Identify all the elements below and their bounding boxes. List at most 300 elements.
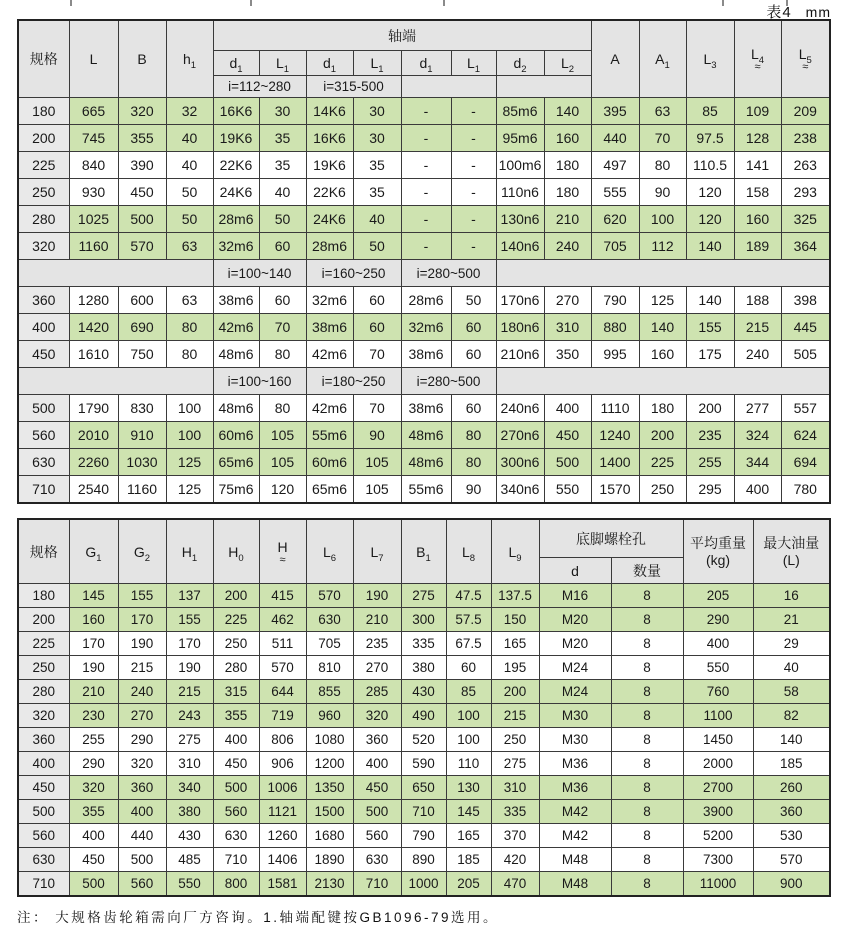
ratio-header-blank-1 <box>401 76 496 98</box>
data-cell: 8 <box>611 872 683 897</box>
data-cell: 55m6 <box>306 422 353 449</box>
data-cell: 170 <box>69 632 118 656</box>
data-cell: - <box>401 152 451 179</box>
data-cell: 400 <box>213 728 259 752</box>
data-cell: M30 <box>539 728 611 752</box>
data-cell: 930 <box>69 179 118 206</box>
data-cell: 63 <box>639 98 686 125</box>
col-header-d1-a: $d_1$ <box>213 51 259 76</box>
col-header-L7: $L_7$ <box>353 519 401 584</box>
col-header-H1: $H_1$ <box>166 519 213 584</box>
data-cell: 50 <box>259 206 306 233</box>
data-cell: 175 <box>686 341 734 368</box>
data-cell: 300 <box>401 608 446 632</box>
ratio-separator-row <box>18 260 830 287</box>
data-cell: 290 <box>69 752 118 776</box>
data-cell: 415 <box>259 584 306 608</box>
data-cell: 1100 <box>683 704 753 728</box>
data-cell: 32m6 <box>213 233 259 260</box>
data-cell: 110 <box>446 752 491 776</box>
col-header-L1-a: $L_1$ <box>259 51 306 76</box>
data-cell: 320 <box>353 704 401 728</box>
col-header-L1-b: $L_1$ <box>353 51 401 76</box>
data-cell: 48m6 <box>213 341 259 368</box>
data-cell: 80 <box>166 341 213 368</box>
data-cell: 390 <box>118 152 166 179</box>
data-cell: 215 <box>166 680 213 704</box>
data-cell: 1110 <box>591 395 639 422</box>
data-cell: 395 <box>591 98 639 125</box>
data-cell: 63 <box>166 233 213 260</box>
data-cell: 490 <box>401 704 446 728</box>
data-cell: 2130 <box>306 872 353 897</box>
data-cell: 8 <box>611 704 683 728</box>
data-cell: - <box>451 233 496 260</box>
footnote: 注： 大规格齿轮箱需向厂方咨询。1.轴端配键按GB1096-79选用。 <box>17 910 500 925</box>
data-cell: 195 <box>491 656 539 680</box>
col-header-A1: $A_1$ <box>639 20 686 98</box>
data-cell: 280 <box>213 656 259 680</box>
data-cell: 324 <box>734 422 781 449</box>
data-cell: 125 <box>166 449 213 476</box>
data-cell: M48 <box>539 848 611 872</box>
data-cell: 1420 <box>69 314 118 341</box>
data-cell: 32m6 <box>401 314 451 341</box>
data-cell: 210 <box>544 206 591 233</box>
col-header-H: H ≈ <box>259 519 306 584</box>
data-cell: 170n6 <box>496 287 544 314</box>
data-cell: 120 <box>686 179 734 206</box>
data-cell: 19K6 <box>306 152 353 179</box>
data-cell: - <box>401 125 451 152</box>
data-cell: 300n6 <box>496 449 544 476</box>
data-cell: 85 <box>446 680 491 704</box>
data-cell: 1500 <box>306 800 353 824</box>
data-cell: 650 <box>401 776 446 800</box>
data-cell: M20 <box>539 608 611 632</box>
col-header-shaft-end: 轴端 <box>213 20 591 51</box>
row-spec-cell: 360 <box>18 287 69 314</box>
data-cell: 65m6 <box>213 449 259 476</box>
data-cell: 165 <box>446 824 491 848</box>
data-cell: 180n6 <box>496 314 544 341</box>
data-cell: 1680 <box>306 824 353 848</box>
row-spec-cell: 500 <box>18 395 69 422</box>
col-header-spec: 规格 <box>18 519 69 584</box>
data-cell: 160 <box>734 206 781 233</box>
data-cell: 285 <box>353 680 401 704</box>
data-cell: 112 <box>639 233 686 260</box>
data-cell: 2700 <box>683 776 753 800</box>
data-cell: 277 <box>734 395 781 422</box>
data-cell: 270 <box>544 287 591 314</box>
row-spec-cell: 180 <box>18 98 69 125</box>
data-cell: 29 <box>753 632 830 656</box>
col-header-L: L <box>69 20 118 98</box>
spec-row-710 <box>18 872 830 897</box>
row-spec-cell: 200 <box>18 608 69 632</box>
data-cell: 1200 <box>306 752 353 776</box>
data-cell: 205 <box>683 584 753 608</box>
spec-row-250 <box>18 179 830 206</box>
table-gap <box>17 504 841 518</box>
data-cell: 710 <box>353 872 401 897</box>
separator-blank <box>18 368 213 395</box>
ratio-label: i=280~500 <box>401 260 496 287</box>
data-cell: 85m6 <box>496 98 544 125</box>
data-cell: 745 <box>69 125 118 152</box>
data-cell: 1025 <box>69 206 118 233</box>
data-cell: 215 <box>118 656 166 680</box>
data-cell: 190 <box>118 632 166 656</box>
data-cell: 38m6 <box>401 341 451 368</box>
data-cell: 8 <box>611 824 683 848</box>
row-spec-cell: 250 <box>18 179 69 206</box>
data-cell: 1350 <box>306 776 353 800</box>
data-cell: 719 <box>259 704 306 728</box>
data-cell: 140 <box>753 728 830 752</box>
data-cell: 235 <box>353 632 401 656</box>
row-spec-cell: 225 <box>18 632 69 656</box>
data-cell: 485 <box>166 848 213 872</box>
data-cell: 100m6 <box>496 152 544 179</box>
data-cell: 65m6 <box>306 476 353 504</box>
data-cell: 1581 <box>259 872 306 897</box>
data-cell: 80 <box>451 422 496 449</box>
spec-row-180 <box>18 584 830 608</box>
data-cell: 38m6 <box>401 395 451 422</box>
data-cell: 150 <box>491 608 539 632</box>
ratio-header-1: i=112~280 <box>213 76 306 98</box>
data-cell: 380 <box>401 656 446 680</box>
data-cell: 557 <box>781 395 830 422</box>
data-cell: 335 <box>401 632 446 656</box>
col-header-L3: $L_3$ <box>686 20 734 98</box>
row-spec-cell: 400 <box>18 314 69 341</box>
data-cell: 560 <box>118 872 166 897</box>
data-cell: 250 <box>213 632 259 656</box>
data-cell: 140 <box>544 98 591 125</box>
spec-row-225 <box>18 632 830 656</box>
spec-row-180 <box>18 98 830 125</box>
data-cell: 22K6 <box>306 179 353 206</box>
data-cell: 790 <box>591 287 639 314</box>
data-cell: 40 <box>166 152 213 179</box>
header-row-1 <box>18 519 830 558</box>
data-cell: - <box>451 125 496 152</box>
data-cell: 270 <box>118 704 166 728</box>
data-cell: - <box>401 98 451 125</box>
spec-row-560 <box>18 824 830 848</box>
data-cell: 60m6 <box>213 422 259 449</box>
data-cell: 240 <box>118 680 166 704</box>
data-cell: 270 <box>353 656 401 680</box>
data-cell: 1080 <box>306 728 353 752</box>
data-cell: 30 <box>353 98 401 125</box>
table-number: 表4 <box>766 4 792 21</box>
data-cell: 320 <box>118 752 166 776</box>
data-cell: 230 <box>69 704 118 728</box>
data-cell: 158 <box>734 179 781 206</box>
data-cell: 200 <box>686 395 734 422</box>
row-spec-cell: 560 <box>18 824 69 848</box>
data-cell: 500 <box>118 848 166 872</box>
col-header-L5: $L_5$ ≈ <box>781 20 830 98</box>
ratio-label: i=100~140 <box>213 260 306 287</box>
data-cell: 400 <box>69 824 118 848</box>
data-cell: 240 <box>544 233 591 260</box>
data-cell: 400 <box>118 800 166 824</box>
data-cell: 1260 <box>259 824 306 848</box>
data-cell: 8 <box>611 608 683 632</box>
data-cell: 22K6 <box>213 152 259 179</box>
data-cell: 1160 <box>69 233 118 260</box>
data-cell: 310 <box>491 776 539 800</box>
data-cell: 11000 <box>683 872 753 897</box>
data-cell: 130n6 <box>496 206 544 233</box>
data-cell: 105 <box>259 422 306 449</box>
data-cell: 50 <box>166 179 213 206</box>
data-cell: 170 <box>166 632 213 656</box>
data-cell: 360 <box>753 800 830 824</box>
data-cell: 90 <box>451 476 496 504</box>
data-cell: 243 <box>166 704 213 728</box>
data-cell: 8 <box>611 752 683 776</box>
data-cell: 40 <box>353 206 401 233</box>
ratio-label: i=160~250 <box>306 260 401 287</box>
data-cell: 2010 <box>69 422 118 449</box>
spec-row-360 <box>18 287 830 314</box>
data-cell: 2000 <box>683 752 753 776</box>
data-cell: M24 <box>539 656 611 680</box>
data-cell: 70 <box>353 341 401 368</box>
data-cell: 1406 <box>259 848 306 872</box>
data-cell: 760 <box>683 680 753 704</box>
data-cell: 105 <box>259 449 306 476</box>
data-cell: 205 <box>446 872 491 897</box>
data-cell: 60 <box>451 341 496 368</box>
data-cell: 210 <box>69 680 118 704</box>
data-cell: M42 <box>539 824 611 848</box>
data-cell: 505 <box>781 341 830 368</box>
data-cell: 35 <box>259 152 306 179</box>
data-cell: 335 <box>491 800 539 824</box>
data-cell: 180 <box>639 395 686 422</box>
data-cell: 1240 <box>591 422 639 449</box>
data-cell: 275 <box>491 752 539 776</box>
data-cell: 70 <box>259 314 306 341</box>
data-cell: 110.5 <box>686 152 734 179</box>
data-cell: 60 <box>259 287 306 314</box>
data-cell: 400 <box>734 476 781 504</box>
data-cell: 705 <box>591 233 639 260</box>
ratio-separator-row <box>18 368 830 395</box>
data-cell: 180 <box>544 179 591 206</box>
data-cell: 2540 <box>69 476 118 504</box>
data-cell: 8 <box>611 656 683 680</box>
data-cell: 570 <box>753 848 830 872</box>
data-cell: 462 <box>259 608 306 632</box>
data-cell: 28m6 <box>306 233 353 260</box>
data-cell: - <box>401 233 451 260</box>
data-cell: 400 <box>683 632 753 656</box>
data-cell: 109 <box>734 98 781 125</box>
data-cell: 470 <box>491 872 539 897</box>
spec-row-450 <box>18 341 830 368</box>
row-spec-cell: 280 <box>18 206 69 233</box>
data-cell: 1400 <box>591 449 639 476</box>
data-cell: 63 <box>166 287 213 314</box>
data-cell: 430 <box>166 824 213 848</box>
data-cell: 690 <box>118 314 166 341</box>
data-cell: - <box>451 98 496 125</box>
data-cell: 130 <box>446 776 491 800</box>
data-cell: 57.5 <box>446 608 491 632</box>
data-cell: 137.5 <box>491 584 539 608</box>
data-cell: 40 <box>259 179 306 206</box>
data-cell: 364 <box>781 233 830 260</box>
col-header-L2: $L_2$ <box>544 51 591 76</box>
data-cell: 16K6 <box>213 98 259 125</box>
data-cell: 225 <box>639 449 686 476</box>
ratio-header-2: i=315-500 <box>306 76 401 98</box>
data-cell: 370 <box>491 824 539 848</box>
data-cell: 830 <box>118 395 166 422</box>
data-cell: 263 <box>781 152 830 179</box>
spec-row-500 <box>18 800 830 824</box>
data-cell: 180 <box>544 152 591 179</box>
data-cell: 250 <box>639 476 686 504</box>
figure-remnant-tick <box>722 0 724 6</box>
spec-row-200 <box>18 125 830 152</box>
data-cell: 137 <box>166 584 213 608</box>
data-cell: 511 <box>259 632 306 656</box>
data-cell: 440 <box>118 824 166 848</box>
data-cell: 694 <box>781 449 830 476</box>
data-cell: 80 <box>259 395 306 422</box>
data-cell: 520 <box>401 728 446 752</box>
spec-row-280 <box>18 206 830 233</box>
ratio-label: i=280~500 <box>401 368 496 395</box>
row-spec-cell: 630 <box>18 848 69 872</box>
data-cell: 350 <box>544 341 591 368</box>
data-cell: 30 <box>259 98 306 125</box>
data-cell: 500 <box>213 776 259 800</box>
data-cell: 295 <box>686 476 734 504</box>
col-header-bolt-qty: 数量 <box>611 558 683 584</box>
data-cell: 225 <box>213 608 259 632</box>
data-cell: 50 <box>353 233 401 260</box>
col-header-spec: 规格 <box>18 20 69 98</box>
data-cell: 570 <box>259 656 306 680</box>
row-spec-cell: 250 <box>18 656 69 680</box>
data-cell: 185 <box>446 848 491 872</box>
data-cell: 16K6 <box>306 125 353 152</box>
col-header-max-oil: 最大油量 (L) <box>753 519 830 584</box>
data-cell: 340n6 <box>496 476 544 504</box>
data-cell: 1570 <box>591 476 639 504</box>
separator-blank <box>18 260 213 287</box>
figure-remnant-tick <box>70 0 72 6</box>
row-spec-cell: 180 <box>18 584 69 608</box>
table1-body <box>18 98 830 504</box>
data-cell: 200 <box>639 422 686 449</box>
col-header-G1: $G_1$ <box>69 519 118 584</box>
data-cell: 8 <box>611 680 683 704</box>
data-cell: 70 <box>639 125 686 152</box>
data-cell: 145 <box>446 800 491 824</box>
spec-row-360 <box>18 728 830 752</box>
data-cell: 35 <box>259 125 306 152</box>
data-cell: 30 <box>353 125 401 152</box>
data-cell: 7300 <box>683 848 753 872</box>
table-caption <box>766 1 831 22</box>
spec-row-320 <box>18 704 830 728</box>
data-cell: 105 <box>353 476 401 504</box>
data-cell: 190 <box>69 656 118 680</box>
data-cell: 155 <box>166 608 213 632</box>
data-cell: M20 <box>539 632 611 656</box>
data-cell: 500 <box>544 449 591 476</box>
data-cell: 450 <box>213 752 259 776</box>
data-cell: 890 <box>401 848 446 872</box>
data-cell: 80 <box>166 314 213 341</box>
col-header-h1: $h_1$ <box>166 20 213 98</box>
data-cell: 555 <box>591 179 639 206</box>
data-cell: 1280 <box>69 287 118 314</box>
data-cell: 355 <box>213 704 259 728</box>
data-cell: 95m6 <box>496 125 544 152</box>
data-cell: - <box>401 179 451 206</box>
separator-blank <box>496 368 830 395</box>
data-cell: 48m6 <box>213 395 259 422</box>
data-cell: 5200 <box>683 824 753 848</box>
data-cell: 500 <box>118 206 166 233</box>
col-header-avg-weight: 平均重量 (kg) <box>683 519 753 584</box>
data-cell: 400 <box>544 395 591 422</box>
data-cell: 125 <box>639 287 686 314</box>
col-header-G2: $G_2$ <box>118 519 166 584</box>
data-cell: 3900 <box>683 800 753 824</box>
row-spec-cell: 280 <box>18 680 69 704</box>
unit-label: mm <box>805 4 831 20</box>
data-cell: 8 <box>611 776 683 800</box>
data-cell: 140 <box>686 233 734 260</box>
row-spec-cell: 500 <box>18 800 69 824</box>
spec-row-250 <box>18 656 830 680</box>
data-cell: 120 <box>259 476 306 504</box>
data-cell: 450 <box>544 422 591 449</box>
data-cell: 215 <box>734 314 781 341</box>
data-cell: 255 <box>686 449 734 476</box>
ratio-label: i=100~160 <box>213 368 306 395</box>
data-cell: 1006 <box>259 776 306 800</box>
data-cell: 42m6 <box>213 314 259 341</box>
figure-remnant-tick <box>250 0 252 6</box>
col-header-L8: $L_8$ <box>446 519 491 584</box>
row-spec-cell: 225 <box>18 152 69 179</box>
col-header-d2: $d_2$ <box>496 51 544 76</box>
data-cell: 48m6 <box>401 449 451 476</box>
spec-row-320 <box>18 233 830 260</box>
row-spec-cell: 360 <box>18 728 69 752</box>
data-cell: 240 <box>734 341 781 368</box>
data-cell: 320 <box>69 776 118 800</box>
data-cell: 120 <box>686 206 734 233</box>
data-cell: 315 <box>213 680 259 704</box>
data-cell: 155 <box>686 314 734 341</box>
col-header-B: B <box>118 20 166 98</box>
